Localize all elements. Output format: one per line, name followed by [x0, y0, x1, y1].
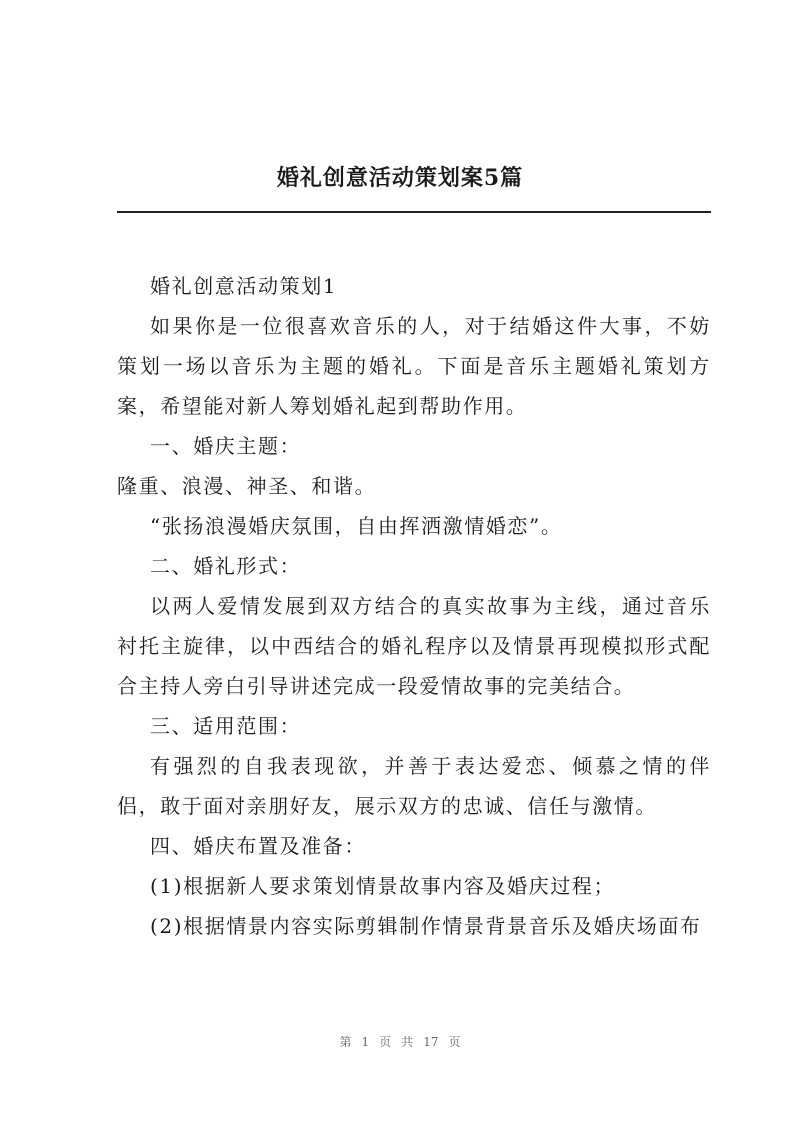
- section-heading: 婚礼创意活动策划1: [150, 274, 338, 298]
- subheading: 二、婚礼形式：: [150, 554, 302, 578]
- paragraph: 如果你是一位很喜欢音乐的人，对于结婚这件大事，不妨策划一场以音乐为主题的婚礼。下面是音乐主题婚礼策划方案，希望能对新人筹划婚礼起到帮助作用。: [117, 314, 711, 418]
- footer-page-label: 第: [339, 1035, 352, 1049]
- footer-page-number: 1: [361, 1035, 370, 1049]
- paragraph: 有强烈的自我表现欲，并善于表达爱恋、倾慕之情的伴侣，敢于面对亲朋好友，展示双方的忠诚、信任与激情。: [117, 754, 711, 818]
- subheading: 四、婚庆布置及准备：: [150, 834, 366, 858]
- footer-total-unit: 页: [448, 1035, 461, 1049]
- subheading: 三、适用范围：: [150, 714, 302, 738]
- paragraph: 隆重、浪漫、神圣、和谐。: [117, 474, 377, 498]
- subheading: 一、婚庆主题：: [150, 434, 302, 458]
- list-item: (1)根据新人要求策划情景故事内容及婚庆过程；: [150, 874, 616, 898]
- document-title: 婚礼创意活动策划案5篇: [276, 165, 524, 191]
- title-divider: [117, 211, 711, 213]
- footer-total-label: 共: [401, 1035, 414, 1049]
- list-item: (2)根据情景内容实际剪辑制作情景背景音乐及婚庆场面布: [150, 914, 702, 938]
- paragraph: “张扬浪漫婚庆氛围，自由挥洒激情婚恋”。: [150, 514, 563, 538]
- document-body: [117, 266, 711, 946]
- footer-page-unit: 页: [379, 1035, 392, 1049]
- page-footer: [0, 1033, 800, 1050]
- paragraph: 以两人爱情发展到双方结合的真实故事为主线，通过音乐衬托主旋律，以中西结合的婚礼程序以及情景再现模拟形式配合主持人旁白引导讲述完成一段爱情故事的完美结合。: [117, 594, 711, 698]
- footer-total-pages: 17: [423, 1035, 439, 1049]
